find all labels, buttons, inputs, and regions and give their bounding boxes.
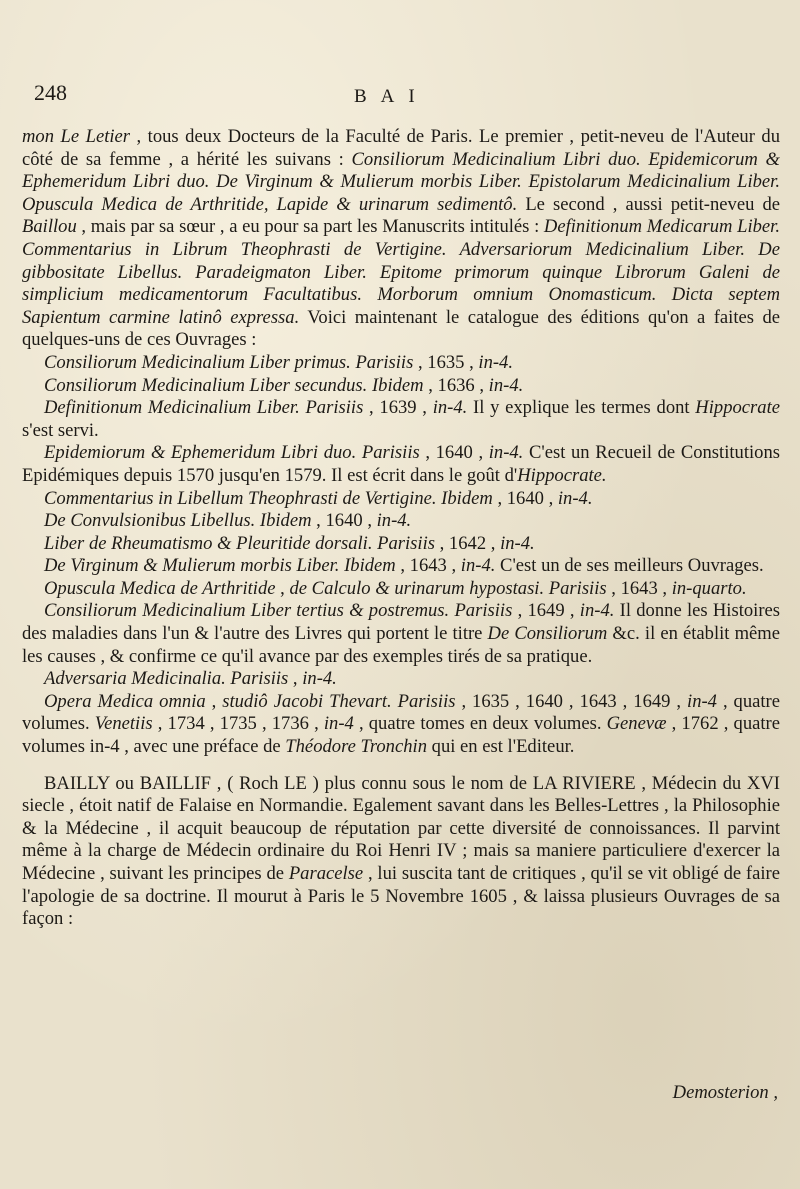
edition-entry bbox=[22, 442, 780, 487]
body-text bbox=[22, 126, 780, 931]
italic-run: De Convulsionibus Libellus. Ibidem bbox=[44, 510, 312, 532]
italic-run: Consiliorum Medicinalium Liber primus. Parisiis bbox=[44, 351, 414, 373]
italic-run: Opera Medica omnia bbox=[44, 690, 206, 712]
text-run: , 1635 , 1640 , 1643 , 1649 , bbox=[455, 690, 688, 712]
edition-entry bbox=[22, 691, 780, 759]
edition-entry bbox=[22, 555, 780, 578]
text-run: , 1643 , bbox=[606, 577, 672, 599]
running-title: BAI bbox=[354, 86, 429, 107]
text-run: , bbox=[205, 690, 223, 712]
text-run: , bbox=[275, 577, 290, 599]
italic-run: in-4 bbox=[687, 690, 717, 712]
italic-run: De Virginum & Mulierum morbis Liber. Ibidem bbox=[44, 555, 396, 577]
text-run: Voici maintenant le catalogue des éditions qu'on a faites de quelques-uns de ces Ouvrages : bbox=[22, 306, 780, 351]
edition-entry bbox=[22, 533, 780, 556]
text-run: , 1649 , bbox=[512, 600, 580, 622]
italic-run: in-4 bbox=[323, 713, 354, 735]
italic-run: Genevæ bbox=[606, 713, 667, 735]
text-run: BAILLY ou BAILLIF , ( Roch LE ) plus connu sous le nom de LA RIVIERE , Médecin du XVI siecle , étoit natif de Falaise en Normandie. Egalement savant dans les Belles-Lettres , la Philosophie & la Médecine , il acquit beaucoup de réputation par cette diversité de connoissances. Il parvint même à la charge de Médecin ordinaire du Roi Henri IV ; mais sa maniere particuliere d'exercer la Médecine , suivant les principes de bbox=[22, 772, 780, 884]
italic-run: Paracelse bbox=[288, 863, 364, 884]
edition-entry bbox=[22, 668, 780, 691]
text-run: , mais par sa sœur , a eu pour sa part les Manuscrits intitulés : bbox=[76, 216, 544, 238]
italic-run: in-4. bbox=[579, 600, 615, 622]
text-run: , 1640 , bbox=[311, 510, 377, 532]
italic-run: Venetiis bbox=[94, 713, 153, 735]
italic-run: in-4. bbox=[302, 668, 337, 690]
italic-run: in-4. bbox=[432, 397, 468, 419]
text-run: , quatre tomes en deux volumes. bbox=[353, 713, 607, 735]
text-run: , 1636 , bbox=[423, 374, 489, 396]
text-run: , bbox=[288, 668, 303, 690]
italic-run: Opuscula Medica de Arthritide bbox=[44, 577, 276, 599]
editions-list bbox=[22, 352, 780, 759]
italic-run: Hippocrate bbox=[695, 397, 780, 419]
italic-run: in-4. bbox=[557, 487, 593, 509]
italic-run: in-4. bbox=[488, 374, 524, 396]
text-run: Il y explique les termes dont bbox=[467, 397, 696, 419]
continued-paragraph bbox=[22, 126, 780, 352]
edition-entry bbox=[22, 600, 780, 668]
edition-entry bbox=[22, 488, 780, 511]
italic-run: Liber de Rheumatismo & Pleuritide dorsali. Parisiis bbox=[44, 532, 435, 554]
italic-run: Epidemiorum & Ephemeridum Libri duo. Parisiis bbox=[44, 442, 420, 464]
italic-run: in-4. bbox=[460, 555, 496, 577]
italic-run: Adversaria Medicinalia. Parisiis bbox=[44, 668, 289, 690]
italic-run: Baillou bbox=[22, 216, 77, 238]
text-run: , 1762 , quatre volumes in-4 , avec une préface de bbox=[22, 713, 780, 758]
text-run: qui en est l'Editeur. bbox=[427, 736, 575, 758]
italic-run: Definitionum Medicarum Liber. Commentarius in Librum Theophrasti de Vertigine. Adversariorum Medicinalium Liber. De gibbositate Libellus. Paradeigmaton Liber. Epitome primorum quinque Librorum Galeni de simplicium medicamentorum Facultatibus. Morborum omnium Onomasticum. Dicta septem Sapientum carmine latinô expressa. bbox=[22, 216, 780, 328]
text-run: Il donne les Histoires des maladies dans l'un & l'autre des Livres qui portent le titre bbox=[22, 600, 780, 645]
italic-run: in-4. bbox=[488, 442, 524, 464]
italic-run: studiô Jacobi Thevart. Parisiis bbox=[222, 690, 456, 712]
text-run: , 1642 , bbox=[434, 532, 501, 554]
edition-entry bbox=[22, 578, 780, 601]
edition-entry bbox=[22, 352, 780, 375]
text-run: , quatre volumes. bbox=[22, 690, 781, 735]
italic-run: Théodore Tronchin bbox=[285, 736, 427, 758]
italic-run: Consiliorum Medicinalium Liber tertius & postremus. Parisiis bbox=[44, 600, 513, 622]
italic-run: Consiliorum Medicinalium Libri duo. Epidemicorum & Ephemeridum Libri duo. De Virginum & Mulierum morbis Liber. Epistolarum Medicinalium Liber. Opuscula Medica de Arthritide, Lapide & urinarum sedimentô. bbox=[22, 148, 781, 215]
italic-run: in-quarto. bbox=[671, 577, 747, 599]
italic-run: in-4. bbox=[376, 510, 412, 532]
text-run: , 1635 , bbox=[413, 351, 479, 373]
italic-run: de Calculo & urinarum hypostasi. Parisiis bbox=[289, 577, 607, 599]
text-run: , 1639 , bbox=[363, 397, 433, 419]
italic-run: Consiliorum Medicinalium Liber secundus. Ibidem bbox=[44, 374, 424, 396]
italic-run: De Consiliorum bbox=[487, 623, 608, 645]
text-run: , tous deux Docteurs de la Faculté de Paris. Le premier , petit-neveu de l'Auteur du côté de sa femme , a hérité les suivans : bbox=[22, 126, 780, 170]
text-run: , 1643 , bbox=[395, 555, 461, 577]
text-run: , lui suscita tant de critiques , qu'il se vit obligé de faire l'apologie de sa doctrine. Il mourut à Paris le 5 Novembre 1605 , & laissa plusieurs Ouvrages de sa façon : bbox=[22, 863, 780, 930]
catchword: Demosterion , bbox=[672, 1082, 778, 1103]
text-run: C'est un de ses meilleurs Ouvrages. bbox=[495, 555, 764, 577]
text-run: &c. il en établit même les causes , & confirme ce qu'il avance par des exemples tirés de sa pratique. bbox=[22, 623, 780, 667]
edition-entry bbox=[22, 397, 780, 442]
page-number: 248 bbox=[34, 80, 67, 105]
text-run: , 1734 , 1735 , 1736 , bbox=[152, 713, 324, 735]
italic-run: in-4. bbox=[500, 532, 535, 554]
italic-run: Definitionum Medicinalium Liber. Parisiis bbox=[44, 397, 364, 419]
text-run: Le second , aussi petit-neveu de bbox=[517, 193, 781, 215]
italic-run: Commentarius in Libellum Theophrasti de Vertigine. Ibidem bbox=[44, 487, 493, 509]
text-run: , 1640 , bbox=[419, 442, 489, 464]
edition-entry bbox=[22, 510, 780, 533]
text-run: C'est un Recueil de Constitutions Epidémiques depuis 1570 jusqu'en 1579. Il est écrit dans le goût d' bbox=[22, 442, 781, 486]
italic-run: mon Le Letier bbox=[22, 126, 131, 147]
italic-run: Hippocrate. bbox=[517, 464, 607, 486]
article-bailly bbox=[22, 773, 780, 931]
edition-entry bbox=[22, 375, 780, 398]
text-run: s'est servi. bbox=[22, 419, 99, 441]
running-head bbox=[34, 0, 780, 107]
text-run: , 1640 , bbox=[492, 487, 558, 509]
italic-run: in-4. bbox=[478, 351, 514, 373]
